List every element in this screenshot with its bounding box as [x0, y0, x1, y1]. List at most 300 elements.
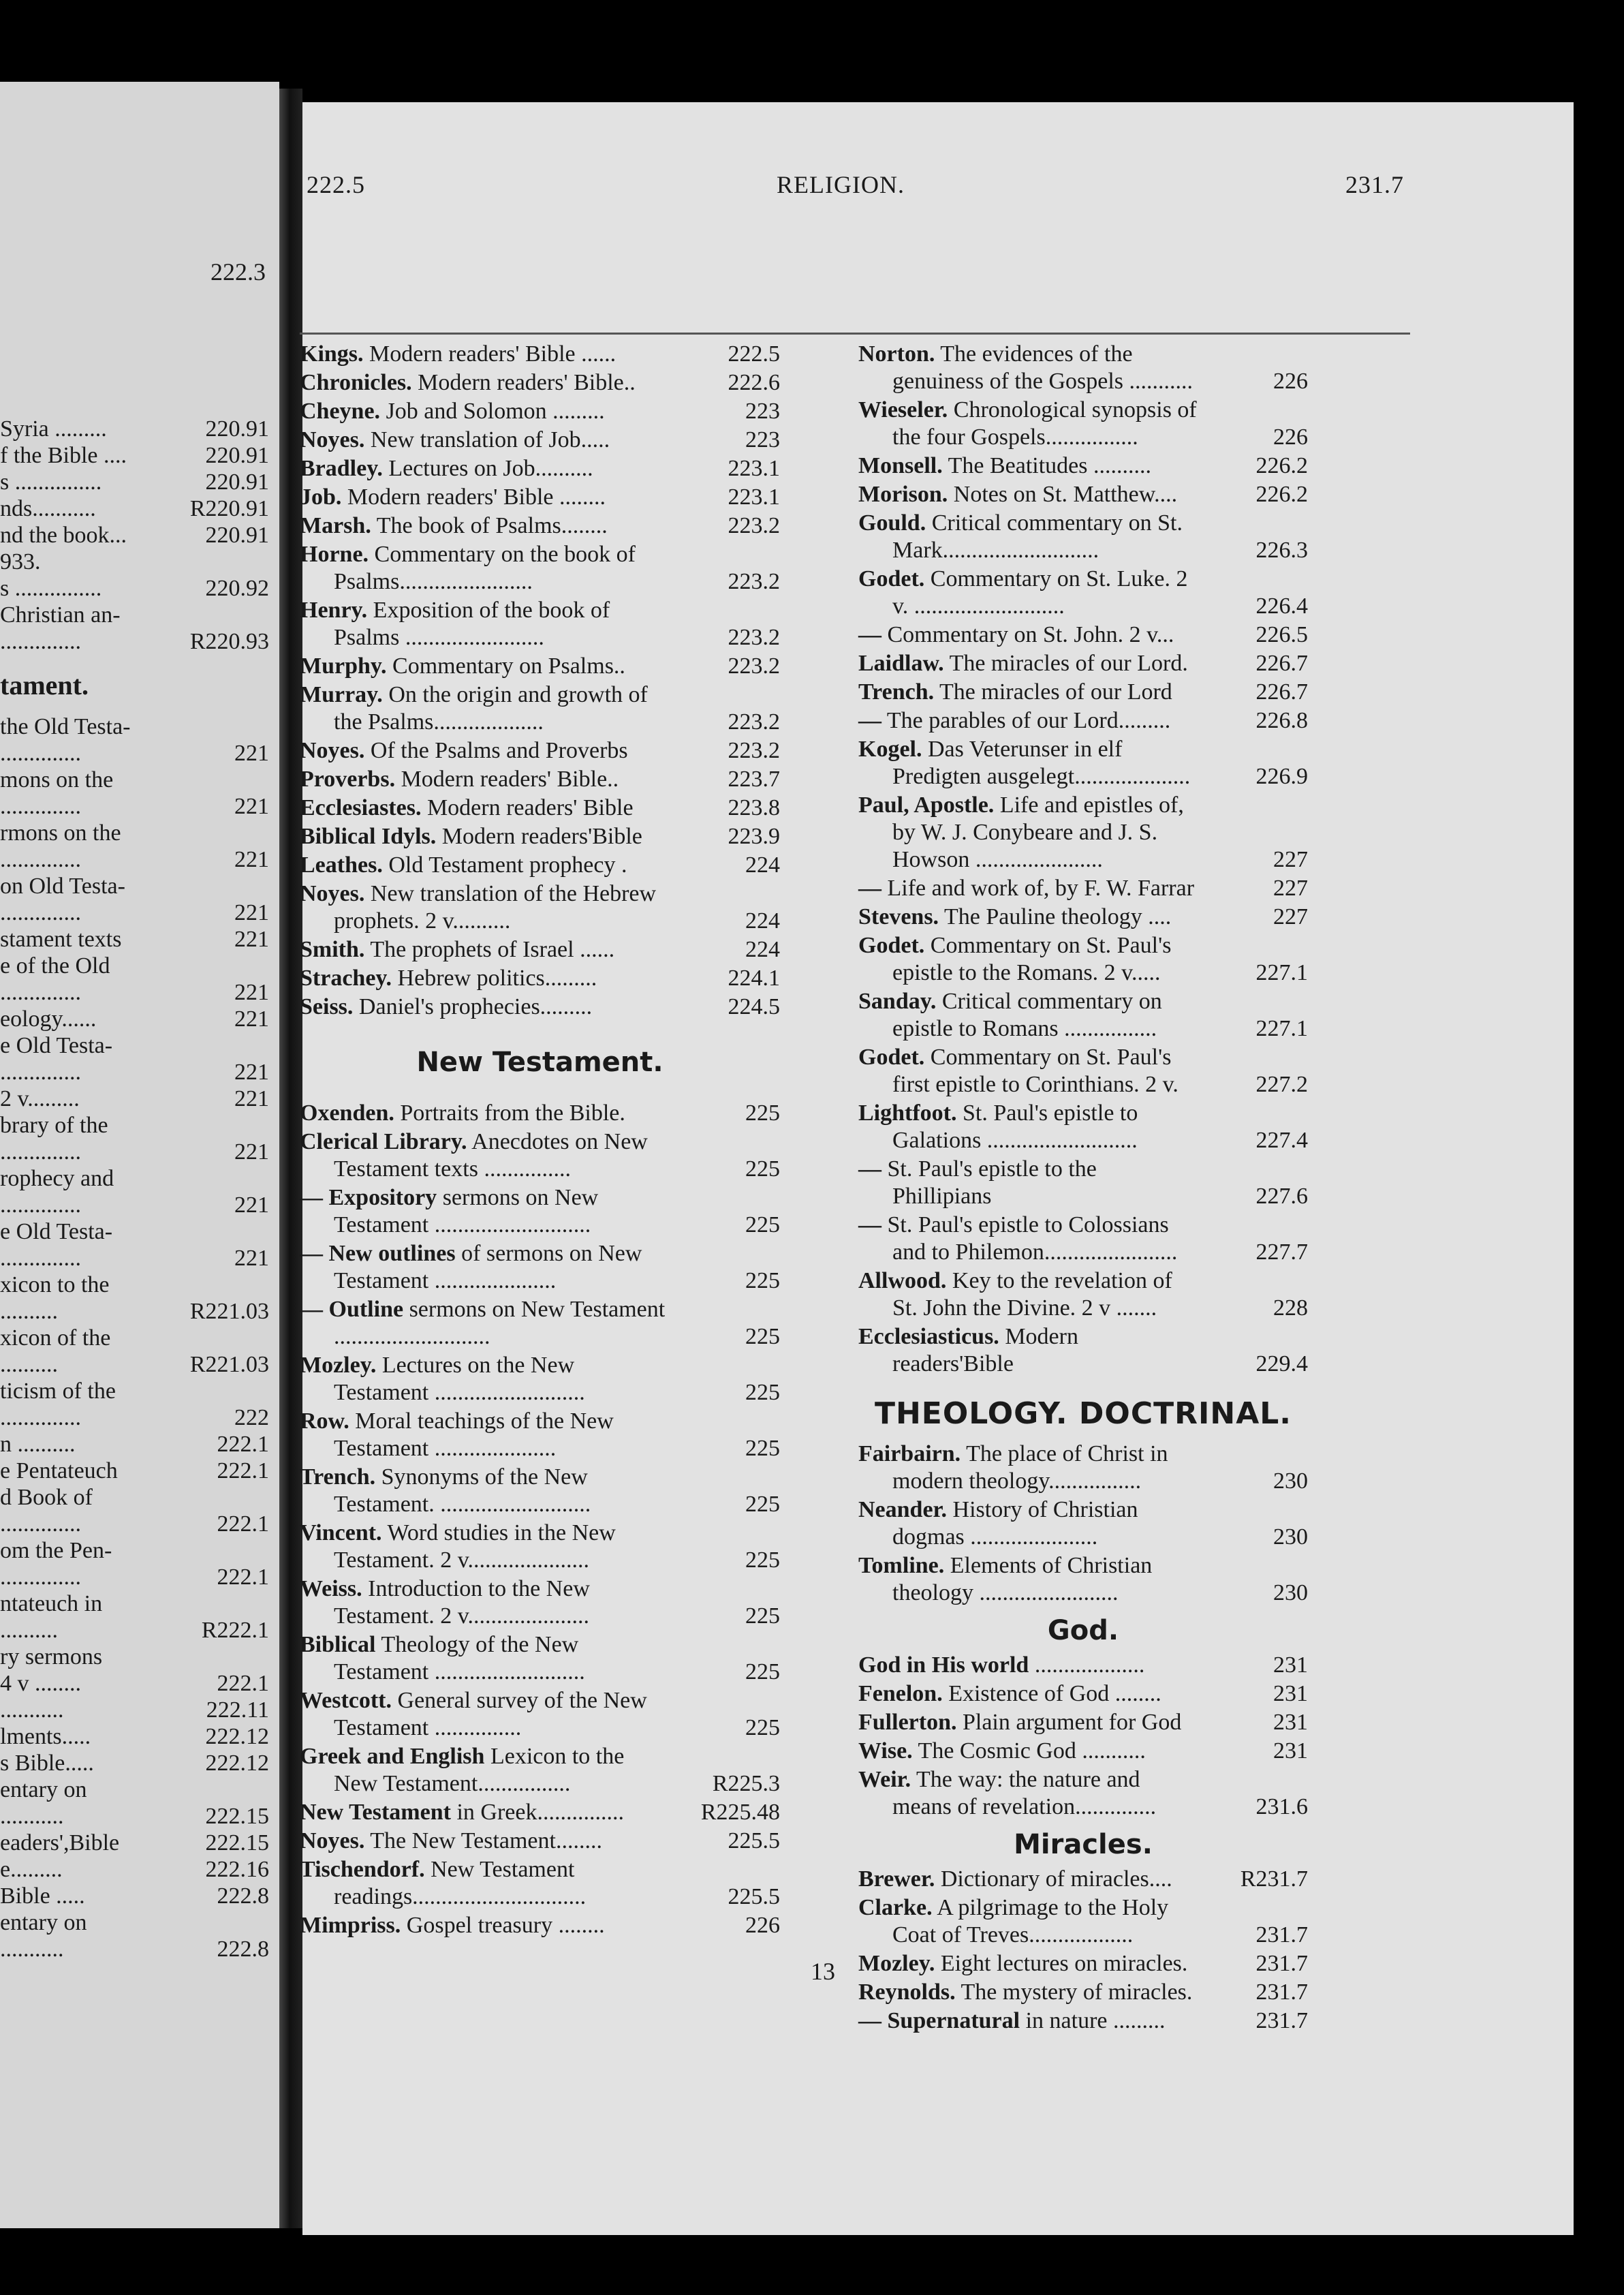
left-entry-text: xicon to the	[0, 1272, 110, 1297]
left-entry-text: Christian an-	[0, 602, 121, 628]
entry-text: On the origin and growth of the Psalms...................	[334, 682, 648, 735]
entry-call-number: 223.9	[728, 824, 780, 849]
left-entry-call-number: 222.11	[206, 1697, 269, 1723]
left-page-entry	[0, 1458, 269, 1484]
left-entry-call-number: 221	[234, 900, 269, 925]
entry-call-number: 229.4	[1255, 1351, 1308, 1376]
left-entry-text: e Old Testa-	[0, 1219, 113, 1244]
entry-title	[300, 341, 671, 368]
entry-call-number: R231.7	[1240, 1866, 1308, 1892]
entry-call-number: 224.5	[728, 994, 780, 1019]
left-entry-text: entary on	[0, 1777, 87, 1802]
left-entry-call-number: 221	[234, 1006, 269, 1032]
entry-author: Neander.	[858, 1497, 948, 1522]
entry-author: Noyes.	[300, 1828, 365, 1853]
left-page-entry	[0, 767, 269, 793]
left-page-entry	[0, 1803, 269, 1830]
entry-author: Fairbairn.	[858, 1441, 961, 1466]
entry-text: Key to the revelation of St. John the Divine. 2 v .......	[892, 1268, 1172, 1321]
left-page-entry	[0, 469, 269, 495]
entry-text: Of the Psalms and Proverbs	[370, 738, 628, 763]
catalog-entry	[858, 452, 1308, 480]
entry-title	[300, 1575, 671, 1630]
catalog-entry	[858, 1950, 1308, 1977]
entry-author: Job.	[300, 484, 342, 510]
entry-text: Existence of God ........	[948, 1681, 1161, 1706]
left-page-entry	[0, 846, 269, 873]
entry-call-number: 225	[745, 1603, 780, 1629]
entry-title	[300, 541, 671, 596]
catalog-entry	[300, 1296, 780, 1351]
left-page-entry	[0, 793, 269, 820]
left-entry-call-number: 221	[234, 1139, 269, 1165]
entry-title	[858, 481, 1199, 508]
catalog-entry	[858, 1212, 1308, 1266]
entry-title	[858, 1441, 1199, 1495]
catalog-entry	[858, 397, 1308, 451]
entry-call-number: 231	[1273, 1681, 1308, 1706]
entry-title	[858, 621, 1199, 649]
left-entry-call-number: 222.12	[205, 1724, 269, 1749]
entry-call-number: 228	[1273, 1295, 1308, 1321]
left-entry-call-number: R220.93	[189, 629, 269, 654]
section-miracles: Miracles.	[1014, 1829, 1153, 1860]
left-entry-text: e of the Old	[0, 953, 110, 979]
catalog-entry	[858, 1709, 1308, 1736]
left-page-entry	[0, 926, 269, 953]
left-page-entry	[0, 953, 269, 979]
entry-call-number: 223	[745, 399, 780, 424]
entry-author: Row.	[300, 1408, 349, 1434]
entry-title	[858, 1866, 1199, 1893]
entry-text: Word studies in the New Testament. 2 v.....................	[334, 1520, 616, 1573]
left-entry-text: ...........	[0, 1804, 64, 1829]
entry-author: Godet.	[858, 566, 925, 591]
entry-text: Introduction to the New Testament. 2 v.....................	[334, 1576, 590, 1629]
entry-title	[858, 679, 1199, 706]
left-page-entry	[0, 1298, 269, 1325]
entry-author: Noyes.	[300, 881, 365, 906]
entry-author: New Testament	[300, 1800, 451, 1825]
entry-call-number: 223.1	[728, 456, 780, 481]
entry-title	[858, 1100, 1199, 1154]
entry-call-number: 230	[1273, 1580, 1308, 1605]
entry-title	[300, 737, 671, 765]
entry-text: Old Testament prophecy .	[388, 852, 627, 878]
entry-title	[858, 1323, 1199, 1378]
entry-text: in Greek...............	[456, 1800, 624, 1825]
left-page-entry	[0, 602, 269, 628]
left-page-entry	[0, 1218, 269, 1245]
left-entry-call-number: 222.15	[205, 1804, 269, 1829]
left-page-entry	[0, 1856, 269, 1883]
entry-author: Laidlaw.	[858, 651, 944, 676]
catalog-entry	[858, 1680, 1308, 1708]
section-new-testament: New Testament.	[416, 1047, 663, 1078]
left-page-entry	[0, 899, 269, 926]
catalog-entry	[858, 707, 1308, 735]
left-entry-call-number: R221.03	[189, 1299, 269, 1324]
entry-text: The Beatitudes ..........	[948, 453, 1151, 478]
left-entry-text: ..........	[0, 1352, 58, 1377]
left-entry-text: s ...............	[0, 469, 102, 495]
left-entry-call-number: R220.91	[189, 496, 269, 521]
entry-text: The New Testament........	[370, 1828, 602, 1853]
catalog-entry	[300, 398, 780, 425]
entry-author: Tischendorf.	[300, 1857, 425, 1882]
entry-text: The evidences of the genuiness of the Gospels ...........	[892, 341, 1193, 394]
left-page-entry	[0, 979, 269, 1006]
entry-text: The miracles of our Lord	[939, 679, 1172, 705]
entry-call-number: 230	[1273, 1524, 1308, 1550]
catalog-entry	[300, 965, 780, 992]
catalog-entry	[300, 1743, 780, 1798]
catalog-entry	[300, 823, 780, 850]
left-entry-call-number: 222.1	[217, 1565, 269, 1590]
left-entry-text: mons on the	[0, 767, 114, 792]
header-rule	[300, 333, 1410, 335]
entry-text: The book of Psalms........	[376, 513, 608, 538]
entry-author: —	[858, 622, 881, 647]
entry-author: Monsell.	[858, 453, 943, 478]
left-page-entry	[0, 1776, 269, 1803]
entry-text: St. Paul's epistle to Galations ..........................	[892, 1100, 1138, 1153]
entry-author: Vincent.	[300, 1520, 382, 1545]
left-page-entry	[0, 1750, 269, 1776]
entry-title	[858, 341, 1199, 395]
catalog-entry	[858, 2007, 1308, 2035]
entry-title	[858, 1738, 1199, 1765]
entry-call-number: 231.6	[1255, 1794, 1308, 1819]
entry-call-number: 223.2	[728, 709, 780, 735]
left-page-entry	[0, 820, 269, 846]
catalog-entry	[300, 1912, 780, 1939]
entry-author: Biblical	[300, 1632, 376, 1657]
catalog-entry	[858, 988, 1308, 1043]
left-page-entry	[0, 1272, 269, 1298]
catalog-entry	[858, 1156, 1308, 1210]
entry-text: Hebrew politics.........	[397, 966, 597, 991]
entry-call-number: 231.7	[1255, 1922, 1308, 1947]
entry-author: Weir.	[858, 1767, 911, 1792]
entry-author: Norton.	[858, 341, 935, 367]
left-page-entry	[0, 1484, 269, 1511]
catalog-entry	[858, 1766, 1308, 1821]
left-entry-text: xicon of the	[0, 1325, 111, 1351]
left-entry-text: ..............	[0, 1060, 81, 1085]
catalog-entry	[858, 621, 1308, 649]
entry-text: Critical commentary on epistle to Romans ................	[892, 989, 1162, 1041]
entry-call-number: 226.2	[1255, 453, 1308, 478]
entry-author: Reynolds.	[858, 1980, 956, 2005]
entry-title	[300, 965, 671, 992]
entry-call-number: 227.1	[1255, 1016, 1308, 1041]
entry-text: Lexicon to the New Testament................	[334, 1744, 625, 1796]
left-entry-call-number: 221	[234, 794, 269, 819]
catalog-entry	[300, 369, 780, 397]
entry-text: Modern readers' Bible..	[401, 767, 619, 792]
entry-text: Life and work of, by F. W. Farrar	[887, 876, 1195, 901]
left-page-entry	[0, 740, 269, 767]
entry-call-number: 231.7	[1255, 2008, 1308, 2033]
entry-text: Lectures on the New Testament ..........................	[334, 1353, 585, 1405]
left-entry-call-number: 221	[234, 741, 269, 766]
left-page-entry	[0, 1165, 269, 1192]
catalog-entry	[300, 1799, 780, 1826]
entry-title	[300, 1240, 671, 1295]
left-entry-text: ..............	[0, 1511, 81, 1537]
entry-author: Sanday.	[858, 989, 937, 1014]
catalog-entry	[858, 1552, 1308, 1607]
entry-author: Godet.	[858, 1045, 925, 1070]
entry-author: Ecclesiasticus.	[858, 1324, 999, 1349]
left-entry-text: ..............	[0, 1139, 81, 1165]
left-entry-call-number: 220.91	[205, 523, 269, 548]
entry-text: History of Christian dogmas ......................	[892, 1497, 1138, 1550]
entry-title	[858, 1044, 1199, 1098]
entry-text: in nature .........	[1025, 2008, 1166, 2033]
left-page-entry	[0, 628, 269, 655]
entry-call-number: 227.1	[1255, 960, 1308, 985]
catalog-entry	[858, 1441, 1308, 1495]
entry-author: Henry.	[300, 598, 368, 623]
left-entry-call-number: 222.1	[217, 1432, 269, 1457]
catalog-entry	[300, 994, 780, 1021]
entry-text: The way: the nature and means of revelation..............	[892, 1767, 1157, 1819]
entry-text: The prophets of Israel ......	[370, 937, 615, 962]
entry-call-number: R225.3	[712, 1771, 780, 1796]
entry-title	[300, 1799, 671, 1826]
entry-text: General survey of the New Testament ...............	[334, 1688, 647, 1740]
entry-text: Commentary on Psalms..	[392, 653, 625, 679]
entry-text: Synonyms of the New Testament. ..........................	[334, 1464, 591, 1517]
entry-text: Moral teachings of the New Testament .....................	[334, 1408, 614, 1461]
left-entry-call-number: 222.1	[217, 1458, 269, 1483]
left-entry-call-number: 222.8	[217, 1937, 269, 1962]
entry-text: Modern readers' Bible ........	[347, 484, 606, 510]
left-page-entry	[0, 1085, 269, 1112]
entry-text: Theology of the New Testament ..........................	[334, 1632, 585, 1684]
entry-title	[858, 1267, 1199, 1322]
catalog-entry	[858, 1267, 1308, 1322]
left-page-entry	[0, 1032, 269, 1059]
entry-text: Commentary on St. John. 2 v...	[887, 622, 1174, 647]
entry-text: Modern readers' Bible..	[418, 370, 636, 395]
entry-call-number: 225	[745, 1659, 780, 1684]
entry-text: Plain argument for God	[962, 1710, 1182, 1735]
entry-author: Stevens.	[858, 904, 939, 929]
entry-author: Bradley.	[300, 456, 383, 481]
left-entry-text: s Bible.....	[0, 1751, 94, 1776]
left-entry-call-number: 222.12	[205, 1751, 269, 1776]
left-entry-text: nds...........	[0, 496, 96, 521]
book-gutter	[279, 89, 302, 2228]
entry-call-number: 224.1	[728, 966, 780, 991]
left-entry-text: 933.	[0, 549, 41, 574]
entry-title	[858, 650, 1199, 677]
header-title: RELIGION.	[777, 171, 905, 198]
entry-title	[300, 512, 671, 540]
entry-author: Strachey.	[300, 966, 392, 991]
catalog-entry	[858, 932, 1308, 987]
entry-text: Chronological synopsis of the four Gospels................	[892, 397, 1197, 450]
entry-call-number: 223.2	[728, 569, 780, 594]
entry-author: Mimpriss.	[300, 1913, 401, 1938]
left-entry-text: e Old Testa-	[0, 1033, 113, 1058]
left-entry-call-number: 222.1	[217, 1671, 269, 1696]
catalog-entry	[300, 484, 780, 511]
entry-title	[858, 875, 1199, 902]
catalog-entry	[300, 1240, 780, 1295]
entry-title	[300, 994, 671, 1021]
catalog-entry	[858, 904, 1308, 931]
left-page-entry	[0, 1325, 269, 1351]
left-entry-text: Bible .....	[0, 1883, 85, 1909]
entry-call-number: 231.7	[1255, 1951, 1308, 1976]
entry-author: Wieseler.	[858, 397, 948, 422]
entry-title	[300, 1352, 671, 1406]
entry-title	[300, 1520, 671, 1574]
entry-author: Trench.	[300, 1464, 376, 1490]
entry-author: Clerical Library.	[300, 1129, 467, 1154]
entry-call-number: 222.5	[728, 341, 780, 367]
left-page-entry	[0, 1936, 269, 1962]
entry-author: —	[858, 876, 881, 901]
left-entry-text: ..............	[0, 741, 81, 766]
catalog-entry	[858, 1979, 1308, 2006]
left-entry-text: ..............	[0, 980, 81, 1005]
entry-call-number: 223	[745, 427, 780, 452]
entry-title	[858, 1766, 1199, 1821]
catalog-entry	[300, 1575, 780, 1630]
entry-call-number: 230	[1273, 1468, 1308, 1494]
entry-text: Modern readers' Bible ......	[369, 341, 616, 367]
left-page-entry	[0, 1192, 269, 1218]
entry-text: Eight lectures on miracles.	[940, 1951, 1188, 1976]
entry-author: Gould.	[858, 510, 926, 536]
catalog-entry	[300, 427, 780, 454]
entry-call-number: 227.4	[1255, 1128, 1308, 1153]
left-entry-text: 4 v ........	[0, 1671, 81, 1696]
entry-author: Trench.	[858, 679, 935, 705]
entry-title	[858, 1979, 1199, 2006]
catalog-entry	[300, 737, 780, 765]
entry-text: St. Paul's epistle to the Phillipians	[887, 1156, 1097, 1209]
entry-call-number: 227	[1273, 904, 1308, 929]
catalog-entry	[300, 455, 780, 482]
entry-call-number: 224	[745, 908, 780, 934]
catalog-entry	[300, 1184, 780, 1239]
entry-title	[858, 736, 1199, 790]
entry-title	[300, 484, 671, 511]
left-entry-call-number: 221	[234, 1060, 269, 1085]
catalog-entry	[300, 1520, 780, 1574]
entry-title	[300, 398, 671, 425]
entry-author: Smith.	[300, 937, 365, 962]
column-2-god-list	[858, 1652, 1308, 1821]
section-theology-doctrinal: THEOLOGY. DOCTRINAL.	[874, 1396, 1292, 1431]
entry-text: Notes on St. Matthew....	[953, 482, 1178, 507]
entry-author: Proverbs.	[300, 767, 396, 792]
left-entry-text: ...........	[0, 1697, 64, 1723]
entry-text: New translation of Job.....	[370, 427, 610, 452]
left-page-entry	[0, 1139, 269, 1165]
left-entry-call-number: R221.03	[189, 1352, 269, 1377]
entry-title	[300, 795, 671, 822]
entry-text: Life and epistles of, by W. J. Conybeare and J. S. Howson ......................	[892, 792, 1184, 872]
left-page-entry	[0, 495, 269, 522]
entry-title	[300, 369, 671, 397]
entry-title	[300, 1687, 671, 1742]
catalog-entry	[300, 1631, 780, 1686]
entry-text: St. Paul's epistle to Colossians and to Philemon.......................	[887, 1212, 1178, 1265]
entry-call-number: 225	[745, 1324, 780, 1349]
left-page-entry	[0, 873, 269, 899]
entry-author: God in His world	[858, 1652, 1029, 1678]
entry-author: Chronicles.	[300, 370, 412, 395]
left-entry-text: e Pentateuch	[0, 1458, 118, 1483]
left-entry-text: rmons on the	[0, 820, 121, 846]
entry-text: The Cosmic God ...........	[918, 1738, 1146, 1763]
entry-title	[300, 823, 671, 850]
entry-title	[300, 936, 671, 964]
column-1	[300, 341, 780, 1941]
left-entry-text: ..............	[0, 1405, 81, 1430]
entry-call-number: 225	[745, 1436, 780, 1461]
left-entry-call-number: 220.91	[205, 416, 269, 442]
entry-call-number: 227.2	[1255, 1072, 1308, 1097]
entry-author: Leathes.	[300, 852, 383, 878]
entry-author: Murray.	[300, 682, 383, 707]
catalog-entry	[858, 736, 1308, 790]
entry-call-number: 225.5	[728, 1884, 780, 1909]
left-page-entry	[0, 1404, 269, 1431]
catalog-entry	[300, 1828, 780, 1855]
left-entry-text: stament texts	[0, 927, 122, 952]
left-entry-text: ry sermons	[0, 1644, 103, 1669]
catalog-entry	[300, 936, 780, 964]
left-page-entry	[0, 1351, 269, 1378]
left-entry-text: ..............	[0, 1246, 81, 1271]
left-entry-call-number: 222.1	[217, 1511, 269, 1537]
entry-call-number: 227	[1273, 847, 1308, 872]
entry-call-number: 225	[745, 1715, 780, 1740]
left-page-entry	[0, 1617, 269, 1644]
entry-author: — Supernatural	[858, 2008, 1020, 2033]
entry-text: New Testament readings..............................	[334, 1857, 587, 1909]
left-page-entry	[0, 1112, 269, 1139]
entry-title	[300, 427, 671, 454]
entry-author: Ecclesiastes.	[300, 795, 422, 820]
left-entry-call-number: 221	[234, 847, 269, 872]
left-entry-text: d Book of	[0, 1485, 93, 1510]
entry-title	[858, 1709, 1199, 1736]
entry-author: Tomline.	[858, 1553, 945, 1578]
catalog-entry	[300, 1128, 780, 1183]
entry-call-number: 231	[1273, 1710, 1308, 1735]
left-page-entry	[0, 1590, 269, 1617]
left-page-entry	[0, 1883, 269, 1909]
entry-author: Seiss.	[300, 994, 354, 1019]
entry-author: Fullerton.	[858, 1710, 957, 1735]
entry-text: The parables of our Lord.........	[886, 708, 1171, 733]
left-entry-text: n ..........	[0, 1432, 76, 1457]
left-entry-text: ntateuch in	[0, 1591, 103, 1616]
left-entry-text: 2 v.........	[0, 1086, 80, 1111]
left-entry-text: s ...............	[0, 576, 102, 601]
catalog-entry	[300, 880, 780, 935]
entry-author: Morison.	[858, 482, 948, 507]
